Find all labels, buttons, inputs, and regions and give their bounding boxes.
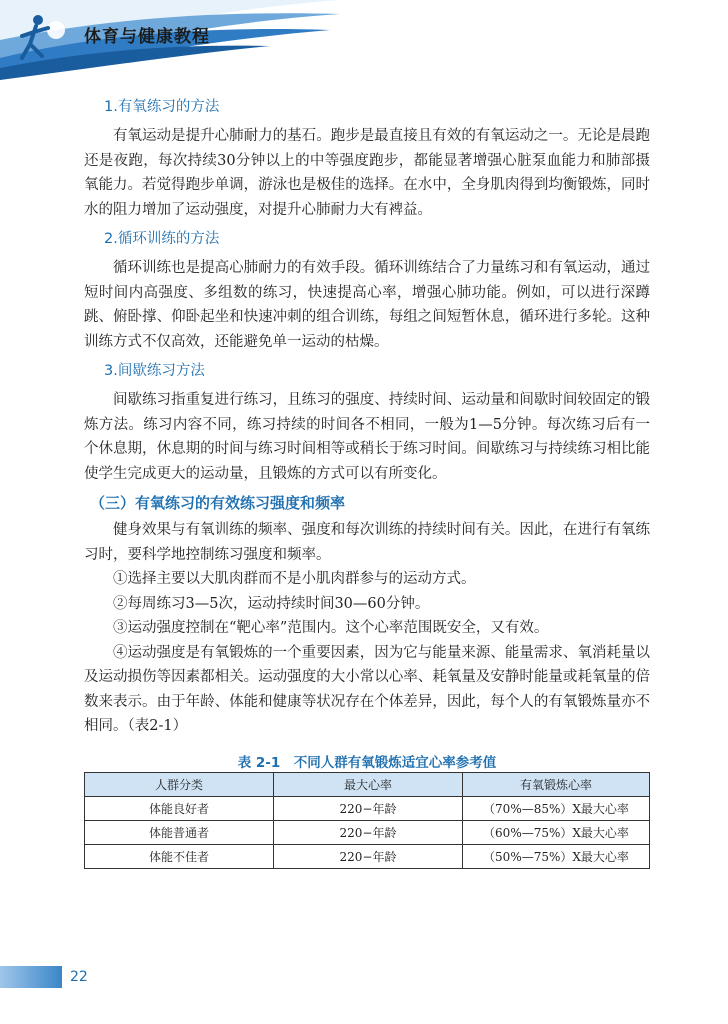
- table-cell: （50%—75%）X最大心率: [463, 845, 650, 869]
- table-row: [85, 797, 650, 821]
- column-header: 有氧锻炼心率: [463, 773, 650, 797]
- table-row: [85, 845, 650, 869]
- subsection-title-circuit: 2.循环训练的方法: [104, 231, 220, 247]
- footer-bar: [0, 966, 62, 988]
- athlete-icon: [8, 6, 78, 76]
- main-content: [84, 96, 650, 777]
- column-header: 最大心率: [274, 773, 463, 797]
- table-cell: 体能普通者: [85, 821, 274, 845]
- subsection-title-interval: 3.间歇练习方法: [104, 363, 205, 379]
- paragraph-aerobic: 有氧运动是提升心肺耐力的基石。跑步是最直接且有效的有氧运动之一。无论是晨跑还是夜跑，每次持续30分钟以上的中等强度跑步，都能显著增强心脏泵血能力和肺部摄氧能力。若觉得跑步单调，游泳也是极佳的选择。在水中，全身肌肉得到均衡锻炼，同时水的阻力增加了运动强度，对提升心肺耐力大有裨益。: [84, 128, 650, 218]
- heart-rate-table: [84, 772, 650, 869]
- page-header: [0, 0, 728, 80]
- table-cell: （70%—85%）X最大心率: [463, 797, 650, 821]
- column-header: 人群分类: [85, 773, 274, 797]
- table-cell: 体能良好者: [85, 797, 274, 821]
- page-number: 22: [70, 969, 88, 985]
- paragraph-circuit: 循环训练也是提高心肺耐力的有效手段。循环训练结合了力量练习和有氧运动，通过短时间内高强度、多组数的练习，快速提高心率，增强心肺功能。例如，可以进行深蹲跳、俯卧撑、仰卧起坐和快速冲刺的组合训练，每组之间短暂休息，循环进行多轮。这种训练方式不仅高效，还能避免单一运动的枯燥。: [84, 260, 650, 350]
- table-cell: 220−年龄: [274, 821, 463, 845]
- header-title: 体育与健康教程: [84, 27, 210, 47]
- table-cell: 220−年龄: [274, 845, 463, 869]
- table-cell: 220−年龄: [274, 797, 463, 821]
- list-item: ②每周练习3—5次，运动持续时间30—60分钟。: [113, 595, 430, 612]
- table-cell: 体能不佳者: [85, 845, 274, 869]
- table-cell: （60%—75%）X最大心率: [463, 821, 650, 845]
- list-item: ③运动强度控制在“靶心率”范围内。这个心率范围既安全，又有效。: [113, 620, 549, 636]
- table-header-row: [85, 773, 650, 797]
- list-item: ④运动强度是有氧锻炼的一个重要因素，因为它与能量来源、能量需求、氧消耗量以及运动损伤等因素都相关。运动强度的大小常以心率、耗氧量及安静时能量或耗氧量的倍数来表示。由于年龄、体能和健康等状况存在个体差异，因此，每个人的有氧锻炼量亦不相同。（表2-1）: [84, 644, 650, 734]
- paragraph-intensity: 健身效果与有氧训练的频率、强度和每次训练的持续时间有关。因此，在进行有氧练习时，要科学地控制练习强度和频率。: [84, 522, 650, 563]
- section-title-intensity: （三）有氧练习的有效练习强度和频率: [90, 494, 346, 512]
- list-item: ①选择主要以大肌肉群而不是小肌肉群参与的运动方式。: [113, 571, 476, 587]
- table-row: [85, 821, 650, 845]
- table-caption: 表 2-1 不同人群有氧锻炼适宜心率参考值: [237, 754, 497, 771]
- paragraph-interval: 间歇练习指重复进行练习，且练习的强度、持续时间、运动量和间歇时间较固定的锻炼方法。练习内容不同，练习持续的时间各不相同，一般为1—5分钟。每次练习后有一个休息期，休息期的时间与练习时间相等或稍长于练习时间。间歇练习与持续练习相比能使学生完成更大的运动量，且锻炼的方式可以有所变化。: [84, 392, 650, 482]
- subsection-title-aerobic: 1.有氧练习的方法: [104, 99, 220, 115]
